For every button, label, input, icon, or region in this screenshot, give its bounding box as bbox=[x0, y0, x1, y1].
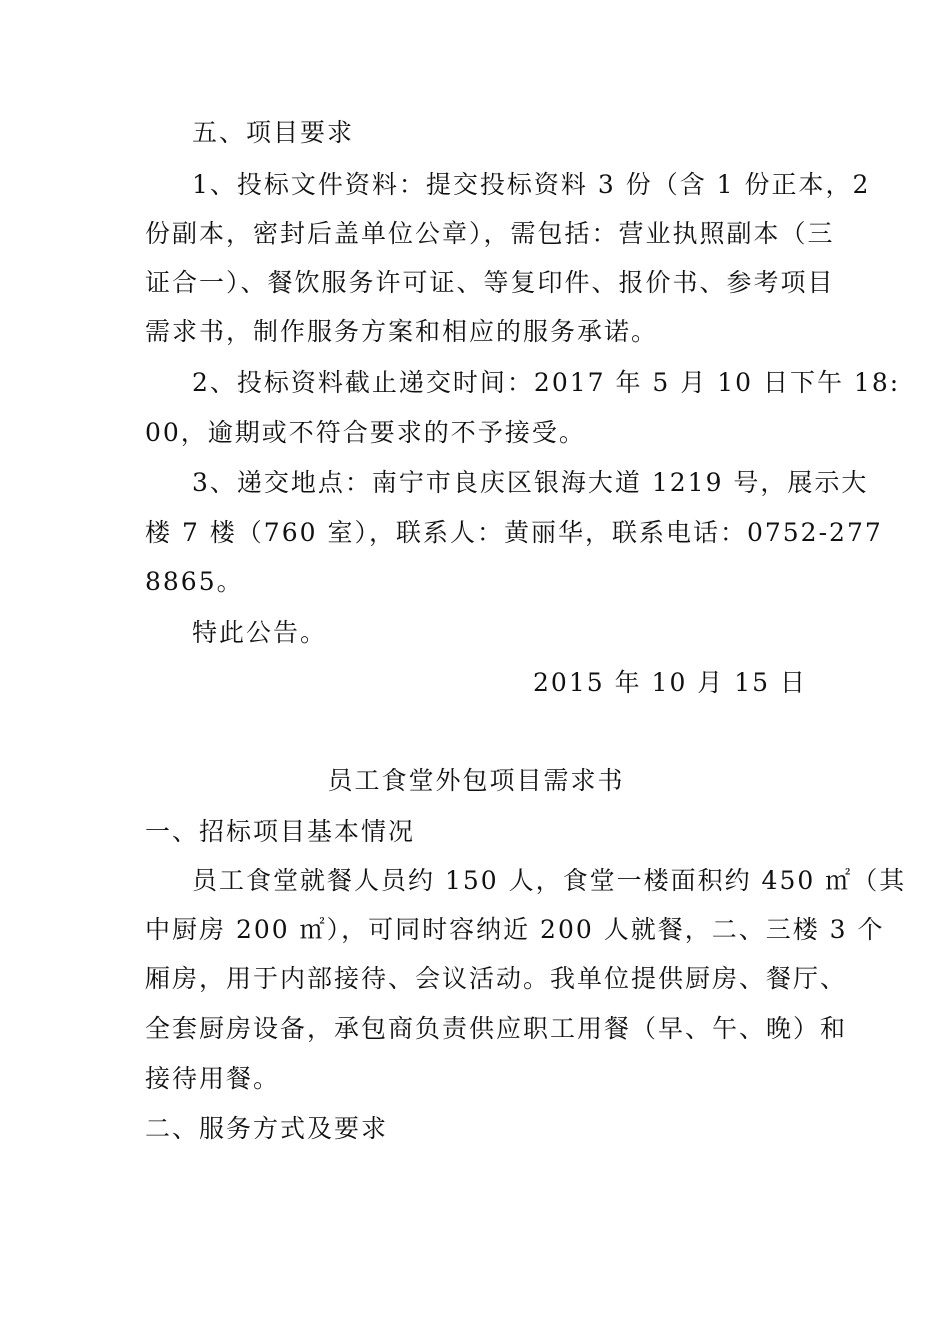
section-five-heading: 五、项目要求 bbox=[192, 118, 355, 147]
section-two-heading: 二、服务方式及要求 bbox=[145, 1114, 389, 1143]
item1-line-3: 证合一）、餐饮服务许可证、等复印件、报价书、参考项目 bbox=[145, 268, 835, 297]
item2-line-1: 2、投标资料截止递交时间：2017 年 5 月 10 日下午 18: bbox=[192, 368, 901, 397]
section-one-line-1: 员工食堂就餐人员约 150 人，食堂一楼面积约 450 ㎡（其 bbox=[192, 866, 907, 895]
item1-line-1: 1、投标文件资料：提交投标资料 3 份（含 1 份正本，2 bbox=[192, 170, 871, 199]
item3-line-1: 3、递交地点：南宁市良庆区银海大道 1219 号，展示大 bbox=[192, 468, 869, 497]
item1-line-2: 份副本，密封后盖单位公章），需包括：营业执照副本（三 bbox=[145, 219, 835, 248]
notice-date: 2015 年 10 月 15 日 bbox=[533, 668, 807, 697]
section-one-line-2: 中厨房 200 ㎡），可同时容纳近 200 人就餐，二、三楼 3 个 bbox=[145, 915, 885, 944]
section-one-line-5: 接待用餐。 bbox=[145, 1064, 281, 1093]
item2-line-2: 00，逾期或不符合要求的不予接受。 bbox=[145, 418, 586, 447]
section-one-line-4: 全套厨房设备，承包商负责供应职工用餐（早、午、晚）和 bbox=[145, 1014, 848, 1043]
closing-text: 特此公告。 bbox=[192, 618, 328, 647]
item3-line-3: 8865。 bbox=[145, 567, 244, 596]
item1-line-4: 需求书，制作服务方案和相应的服务承诺。 bbox=[145, 317, 659, 346]
document-title: 员工食堂外包项目需求书 bbox=[327, 766, 625, 795]
section-one-heading: 一、招标项目基本情况 bbox=[145, 817, 416, 846]
section-one-line-3: 厢房，用于内部接待、会议活动。我单位提供厨房、餐厅、 bbox=[145, 964, 848, 993]
item3-line-2: 楼 7 楼（760 室），联系人：黄丽华，联系电话：0752-277 bbox=[145, 518, 883, 547]
